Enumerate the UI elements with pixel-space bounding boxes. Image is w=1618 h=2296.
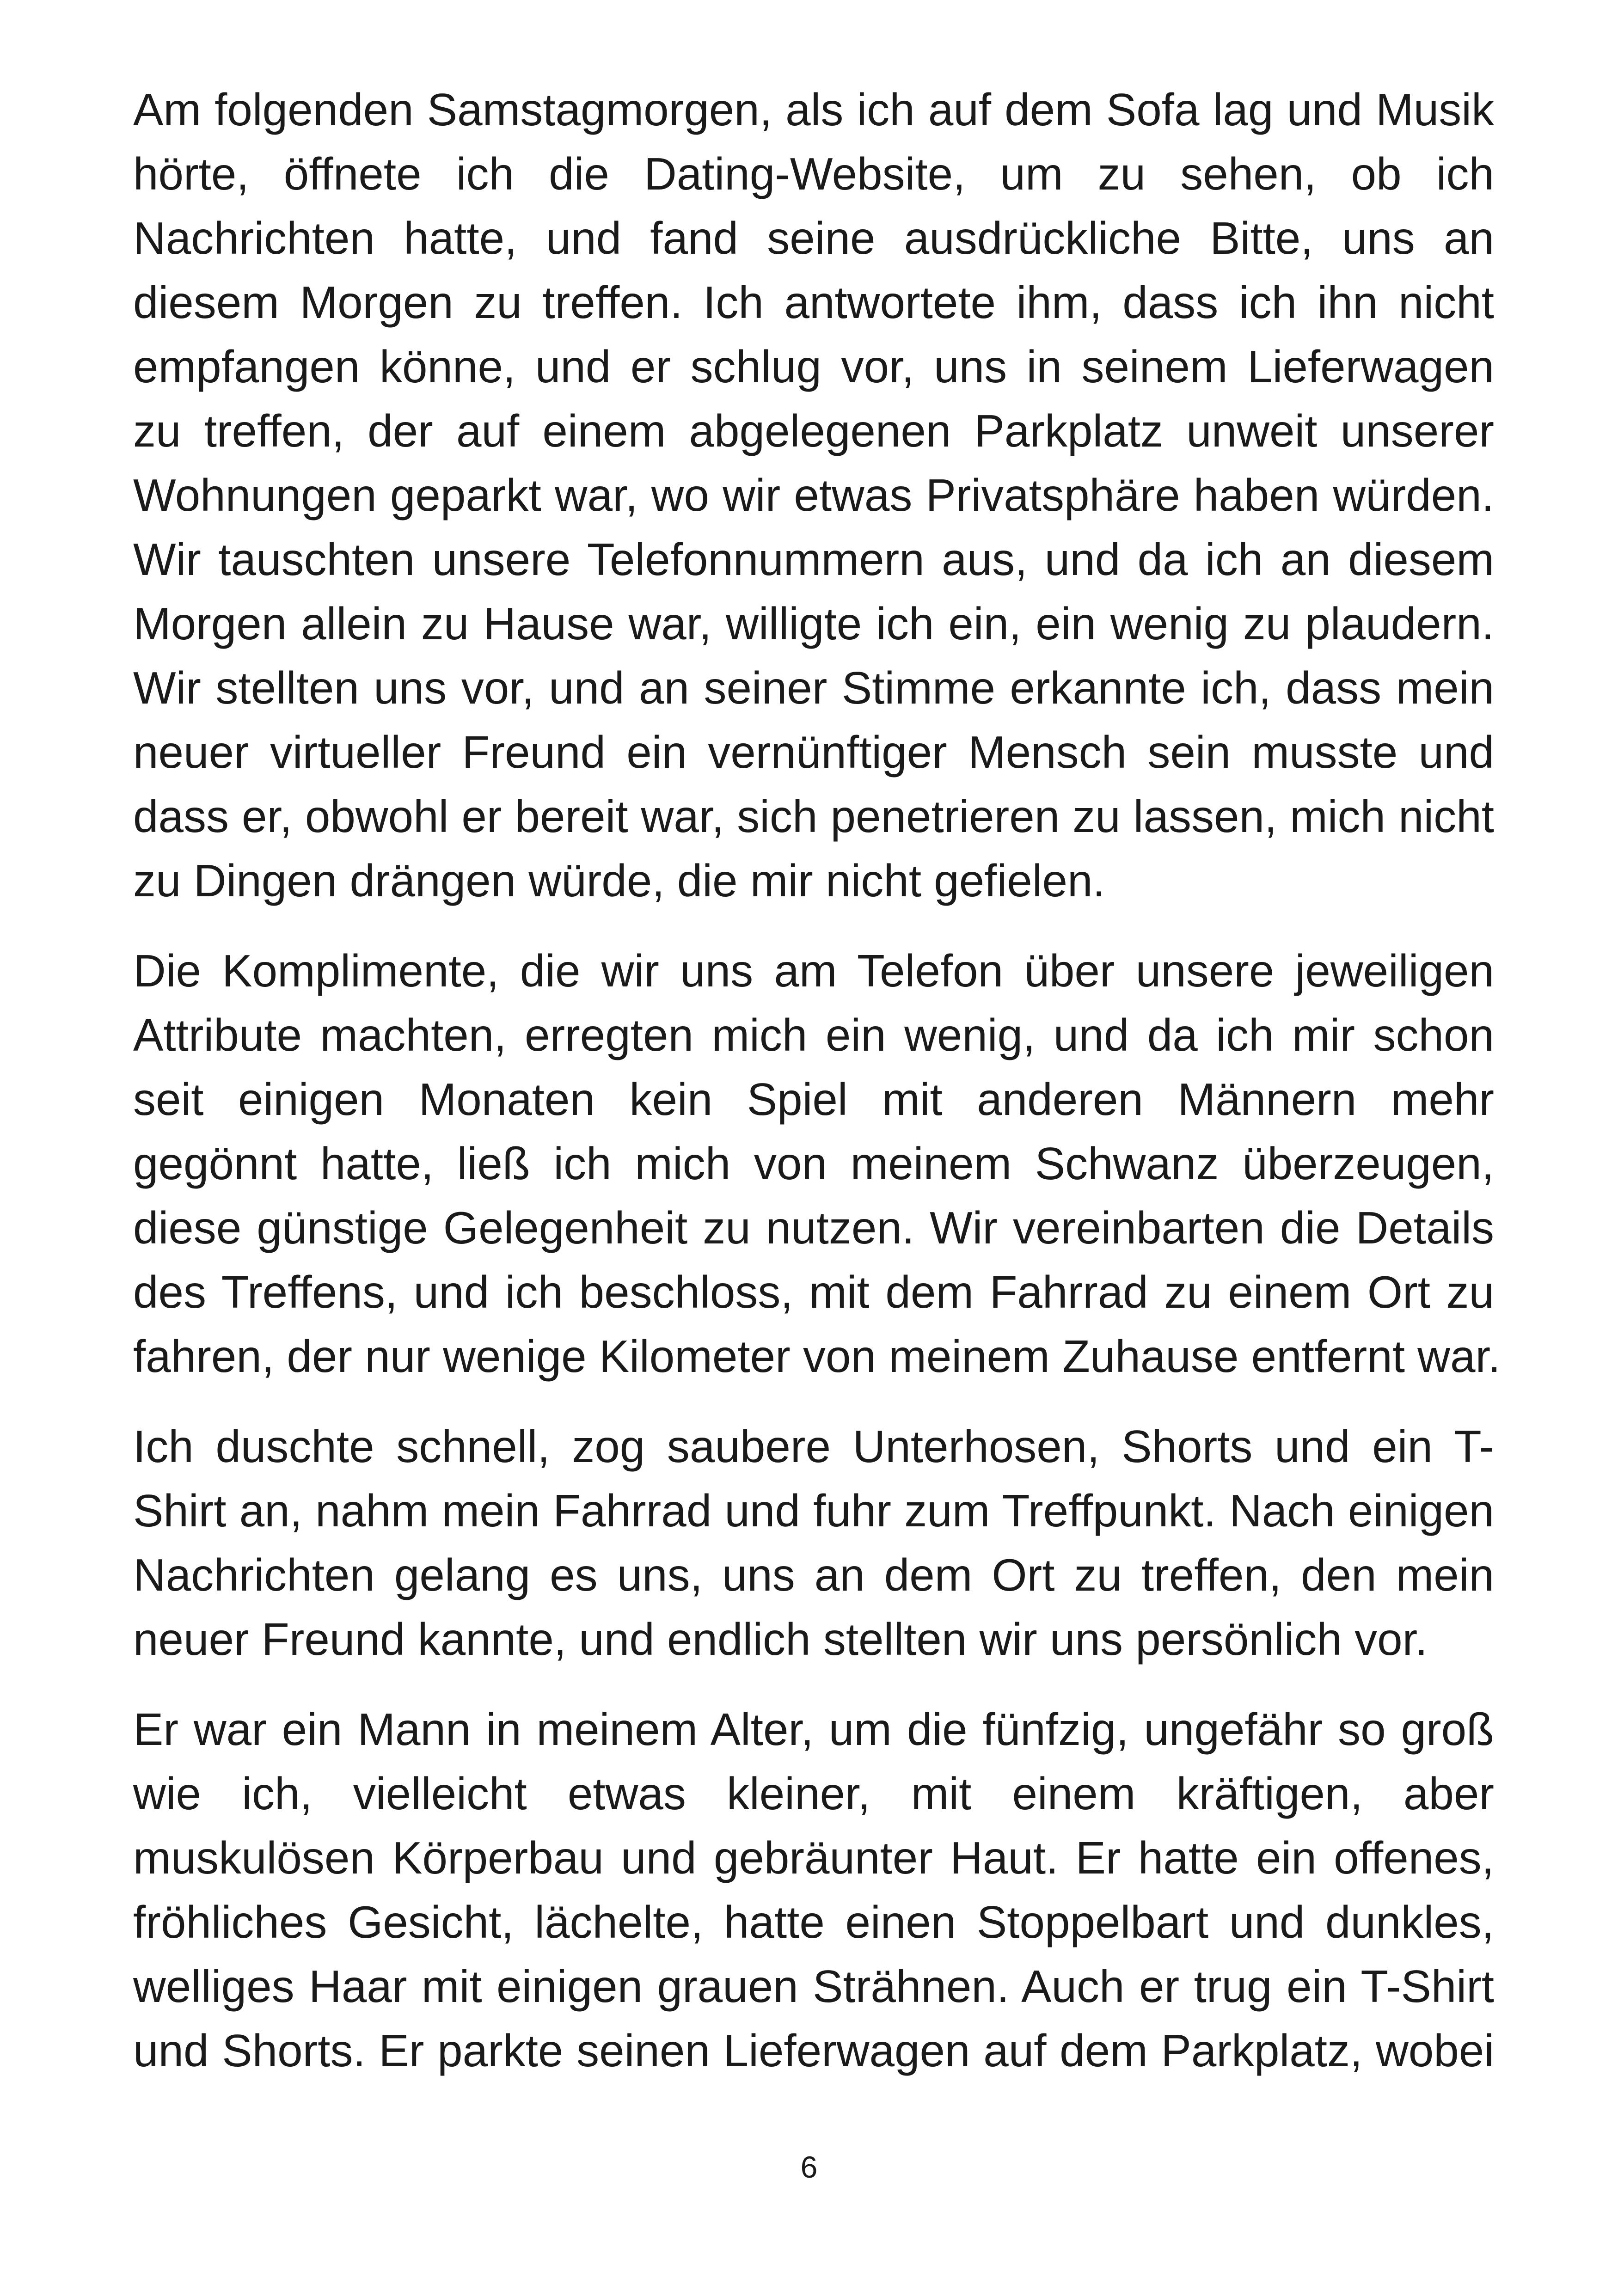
text-line: Nachrichten hatte, und fand seine ausdrückliche Bitte, uns an xyxy=(133,213,1494,263)
text-line: seit einigen Monaten kein Spiel mit anderen Männern mehr xyxy=(133,1074,1494,1125)
paragraph xyxy=(133,78,1494,913)
text-line: diesem Morgen zu treffen. Ich antwortete ihm, dass ich ihn nicht xyxy=(133,277,1494,328)
text-line: Die Komplimente, die wir uns am Telefon über unsere jeweiligen xyxy=(133,945,1494,996)
text-line: zu Dingen drängen würde, die mir nicht gefielen. xyxy=(133,855,1105,906)
text-line: Attribute machten, erregten mich ein wenig, und da ich mir schon xyxy=(133,1010,1494,1060)
text-line: muskulösen Körperbau und gebräunter Haut. Er hatte ein offenes, xyxy=(133,1832,1494,1883)
text-line: Wohnungen geparkt war, wo wir etwas Privatsphäre haben würden. xyxy=(133,470,1494,520)
paragraph xyxy=(133,1414,1494,1671)
text-line: fröhliches Gesicht, lächelte, hatte einen Stoppelbart und dunkles, xyxy=(133,1897,1494,1947)
text-line: neuer virtueller Freund ein vernünftiger Mensch sein musste und xyxy=(133,727,1494,778)
text-line: gegönnt hatte, ließ ich mich von meinem Schwanz überzeugen, xyxy=(133,1138,1494,1189)
text-line: diese günstige Gelegenheit zu nutzen. Wir vereinbarten die Details xyxy=(133,1202,1494,1253)
text-line: wie ich, vielleicht etwas kleiner, mit einem kräftigen, aber xyxy=(133,1768,1494,1819)
paragraph xyxy=(133,939,1501,1389)
body-text xyxy=(133,78,1501,2109)
paragraph xyxy=(133,1697,1494,2083)
text-line: Shirt an, nahm mein Fahrrad und fuhr zum Treffpunkt. Nach einigen xyxy=(133,1485,1494,1536)
text-line: neuer Freund kannte, und endlich stellten wir uns persönlich vor. xyxy=(133,1614,1428,1665)
text-line: und Shorts. Er parkte seinen Lieferwagen auf dem Parkplatz, wobei xyxy=(133,2025,1494,2076)
text-line: Am folgenden Samstagmorgen, als ich auf dem Sofa lag und Musik xyxy=(133,84,1494,135)
text-line: Nachrichten gelang es uns, uns an dem Ort zu treffen, den mein xyxy=(133,1549,1494,1600)
text-line: welliges Haar mit einigen grauen Strähnen. Auch er trug ein T-Shirt xyxy=(133,1961,1494,2012)
text-line: Er war ein Mann in meinem Alter, um die fünfzig, ungefähr so groß xyxy=(133,1704,1494,1755)
text-line: des Treffens, und ich beschloss, mit dem Fahrrad zu einem Ort zu xyxy=(133,1267,1494,1317)
text-line: Ich duschte schnell, zog saubere Unterhosen, Shorts und ein T- xyxy=(133,1421,1494,1472)
text-line: zu treffen, der auf einem abgelegenen Parkplatz unweit unserer xyxy=(133,405,1494,456)
text-line: fahren, der nur wenige Kilometer von meinem Zuhause entfernt war. xyxy=(133,1331,1501,1382)
text-line: hörte, öffnete ich die Dating-Website, um zu sehen, ob ich xyxy=(133,148,1494,199)
text-line: empfangen könne, und er schlug vor, uns in seinem Lieferwagen xyxy=(133,341,1494,392)
page-number: 6 xyxy=(800,2150,818,2184)
text-line: Wir stellten uns vor, und an seiner Stimme erkannte ich, dass mein xyxy=(133,662,1494,713)
text-line: dass er, obwohl er bereit war, sich penetrieren zu lassen, mich nicht xyxy=(133,791,1494,842)
text-line: Morgen allein zu Hause war, willigte ich ein, ein wenig zu plaudern. xyxy=(133,598,1494,649)
text-line: Wir tauschten unsere Telefonnummern aus, und da ich an diesem xyxy=(133,534,1494,585)
